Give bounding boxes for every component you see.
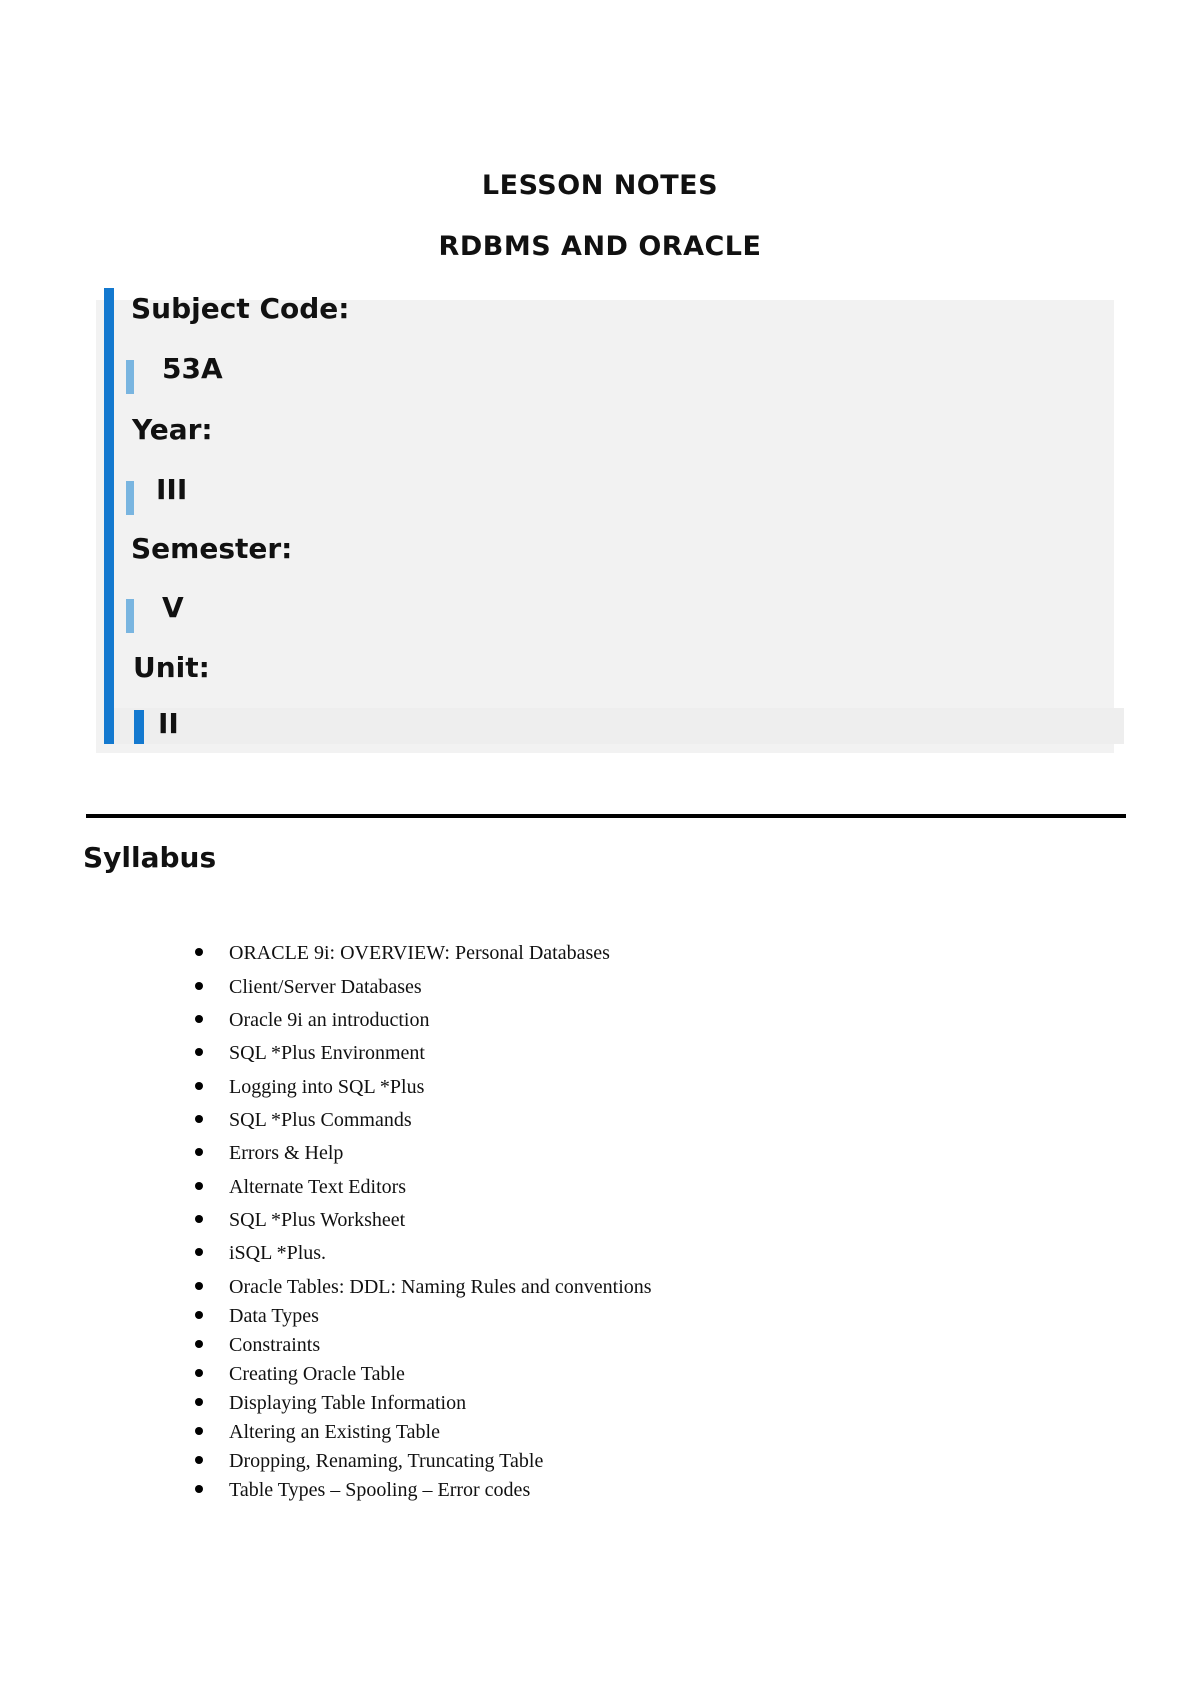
bullet-icon	[195, 1148, 203, 1156]
list-item-text: Oracle 9i an introduction	[229, 1009, 430, 1031]
list-item-text: Table Types – Spooling – Error codes	[229, 1479, 531, 1501]
bullet-icon	[195, 1340, 203, 1348]
list-item	[195, 1364, 405, 1384]
list-item-text: Oracle Tables: DDL: Naming Rules and conventions	[229, 1276, 652, 1298]
bullet-icon	[195, 1115, 203, 1123]
list-item-text: iSQL *Plus.	[229, 1242, 327, 1264]
list-item	[195, 1393, 466, 1413]
bullet-icon	[195, 1485, 203, 1493]
bullet-icon	[195, 1282, 203, 1290]
list-item	[195, 1335, 320, 1355]
bullet-icon	[195, 1398, 203, 1406]
list-item	[195, 1110, 412, 1130]
bullet-icon	[195, 948, 203, 956]
bullet-icon	[195, 1015, 203, 1023]
list-item-text: Alternate Text Editors	[229, 1176, 407, 1198]
document-title: LESSON NOTES	[481, 170, 719, 201]
subject-code-value: 53A	[162, 352, 223, 385]
list-item	[195, 1306, 319, 1326]
unit-marker	[134, 710, 144, 744]
semester-label: Semester:	[131, 532, 293, 565]
list-item	[195, 943, 610, 963]
list-item	[195, 1043, 425, 1063]
list-item-text: Data Types	[229, 1305, 319, 1327]
semester-value: V	[162, 591, 184, 624]
list-item	[195, 1077, 424, 1097]
list-item	[195, 1210, 405, 1230]
list-item-text: Displaying Table Information	[229, 1392, 467, 1414]
bullet-icon	[195, 1456, 203, 1464]
bullet-icon	[195, 1215, 203, 1223]
bullet-icon	[195, 1048, 203, 1056]
list-item	[195, 1480, 530, 1500]
section-divider	[86, 814, 1126, 818]
subject-code-marker	[126, 360, 134, 394]
list-item	[195, 1143, 343, 1163]
list-item	[195, 1277, 652, 1297]
list-item	[195, 977, 422, 997]
unit-value-highlight	[114, 708, 1124, 744]
unit-label: Unit:	[133, 651, 210, 684]
unit-value: II	[158, 707, 179, 740]
list-item-text: SQL *Plus Environment	[229, 1042, 425, 1064]
syllabus-heading: Syllabus	[83, 841, 217, 874]
list-item-text: Client/Server Databases	[229, 976, 422, 998]
list-item	[195, 1243, 326, 1263]
list-item	[195, 1177, 406, 1197]
bullet-icon	[195, 1427, 203, 1435]
course-info-box	[96, 300, 1114, 753]
list-item-text: Constraints	[229, 1334, 321, 1356]
document-subtitle: RDBMS AND ORACLE	[438, 231, 762, 262]
bullet-icon	[195, 1248, 203, 1256]
year-label: Year:	[132, 413, 213, 446]
info-box-accent-bar	[104, 288, 114, 744]
bullet-icon	[195, 1082, 203, 1090]
year-marker	[126, 481, 134, 515]
list-item-text: SQL *Plus Commands	[229, 1109, 412, 1131]
list-item-text: Altering an Existing Table	[229, 1421, 440, 1443]
list-item-text: SQL *Plus Worksheet	[229, 1209, 406, 1231]
year-value: III	[156, 473, 188, 506]
semester-marker	[126, 599, 134, 633]
list-item	[195, 1010, 430, 1030]
list-item-text: Errors & Help	[229, 1142, 344, 1164]
bullet-icon	[195, 982, 203, 990]
bullet-icon	[195, 1311, 203, 1319]
list-item-text: Dropping, Renaming, Truncating Table	[229, 1450, 544, 1472]
list-item	[195, 1451, 543, 1471]
subject-code-label: Subject Code:	[131, 292, 350, 325]
bullet-icon	[195, 1182, 203, 1190]
list-item-text: Creating Oracle Table	[229, 1363, 405, 1385]
list-item	[195, 1422, 440, 1442]
bullet-icon	[195, 1369, 203, 1377]
list-item-text: ORACLE 9i: OVERVIEW: Personal Databases	[229, 942, 610, 964]
list-item-text: Logging into SQL *Plus	[229, 1076, 425, 1098]
